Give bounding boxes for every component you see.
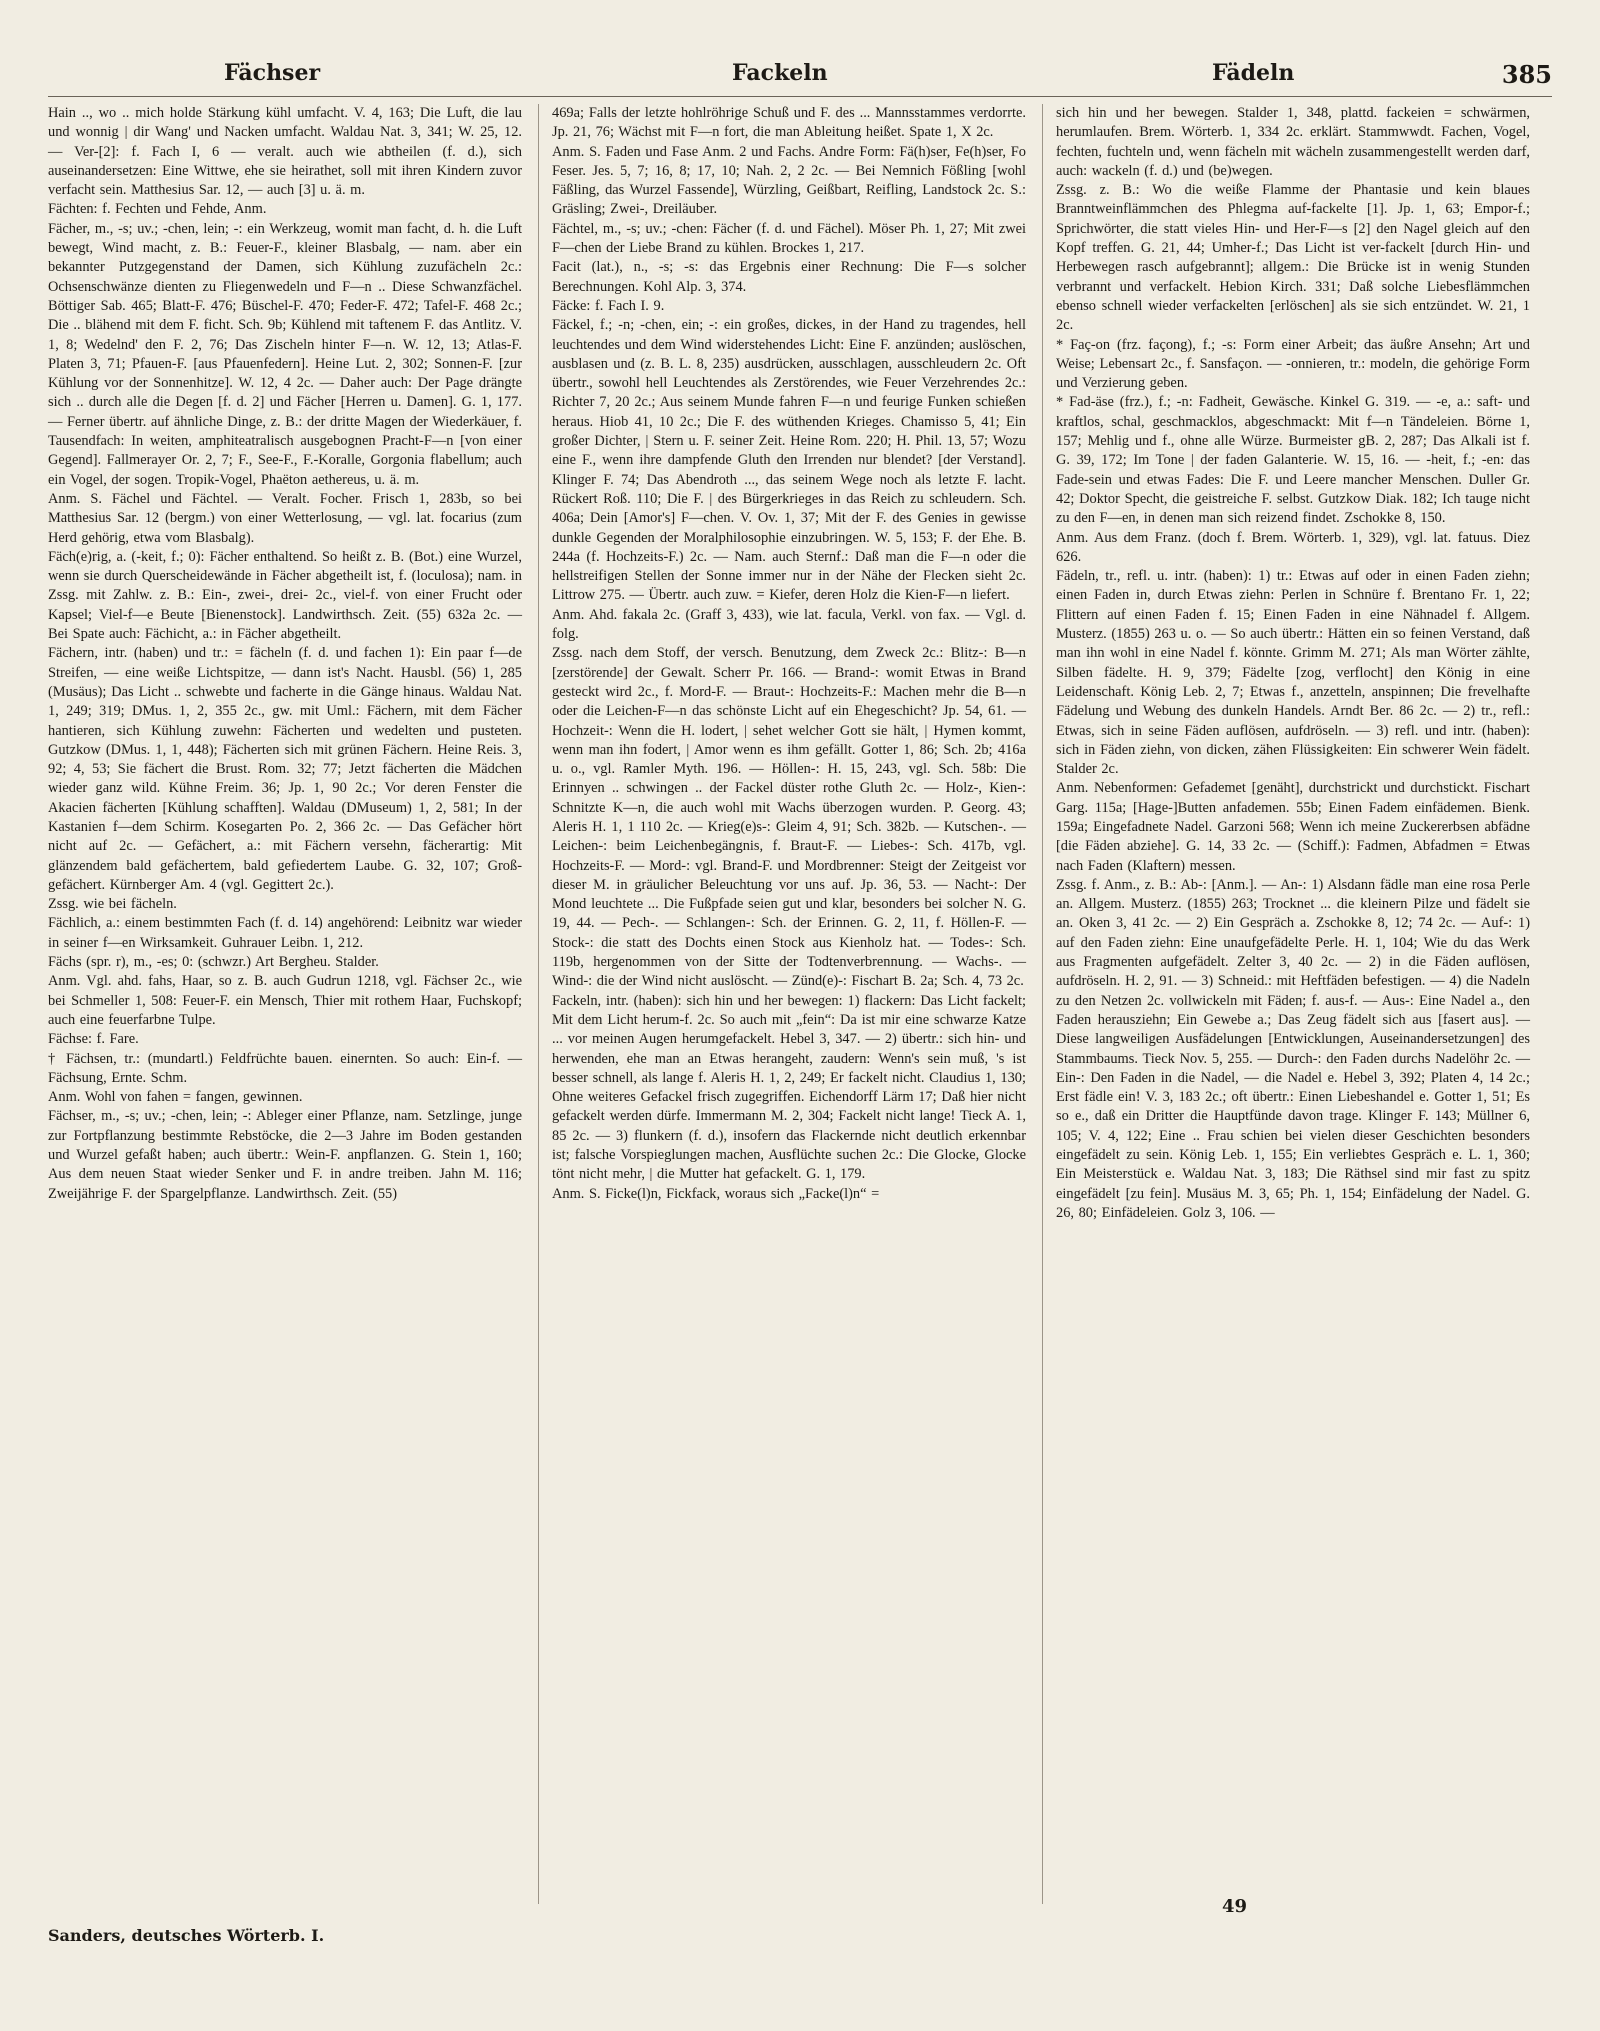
- header-right-catchword: Fädeln: [1212, 60, 1295, 86]
- entry-paragraph: Anm. Ahd. fakala 2c. (Graff 3, 433), wie lat. facula, Verkl. von fax. — Vgl. d. folg.: [552, 606, 1026, 643]
- text-column-3: [1056, 104, 1530, 1806]
- header-center-catchword: Fackeln: [732, 60, 828, 86]
- entry-paragraph: Anm. Wohl von fahen = fangen, gewinnen.: [48, 1089, 303, 1106]
- entry-paragraph: Fächs (spr. r), m., -es; 0: (schwzr.) Art Bergheu. Stalder.: [48, 954, 379, 971]
- entry-paragraph: Fädeln, tr., refl. u. intr. (haben): 1) tr.: Etwas auf oder in einen Faden ziehn; einen Faden in, durch Etwas ziehn: Perlen in Schnüre f. Brentano Fr. 1, 22; Flittern auf einen Faden f. 15; Einen Faden in eine Nähnadel f. Allgem. Musterz. (1855) 263 u. o. — So auch übertr.: Hätten ein so feinen Verstand, daß man ihn wohl in eine Nadel f. könnte. Grimm M. 271; Als man Wörter zählte, Silben fädelte. H. 9, 379; Fädelte [zog, verflocht] den König in eine Leidenschaft. König Leb. 2, 7; Etwas f., anzetteln, anspinnen; Die frevelhafte Fädelung und Webung des dunkeln Handels. Arndt Ber. 86 2c. — 2) tr., refl.: Etwas, sich in seine Fäden auflösen, aufdröseln. — 3) refl. und intr. (haben): sich in Fäden ziehn, von dicken, zähen Flüssigkeiten: Ein schwerer Wein fädelt. Stalder 2c.: [1056, 568, 1530, 778]
- signature-mark: 49: [1222, 1896, 1248, 1917]
- entry-paragraph: Fäch(e)rig, a. (-keit, f.; 0): Fächer enthaltend. So heißt z. B. (Bot.) eine Wurzel, wenn sie durch Querscheidewände in Fächer abgetheilt ist, f. (loculosa); nam. in Zssg. mit Zahlw. z. B.: Ein-, zwei-, drei- 2c., viel-f. von einer Frucht oder Kapsel; Viel-f—e Beute [Bienenstock]. Landwirthsch. Zeit. (55) 632a 2c. — Bei Spate auch: Fächicht, a.: in Fächer abgetheilt.: [48, 548, 522, 643]
- entry-paragraph: * Fad-äse (frz.), f.; -n: Fadheit, Gewäsche. Kinkel G. 319. — -e, a.: saft- und kraftlos, schal, geschmacklos, abgeschmackt: Mit f—n Tändeleien. Börne 1, 157; Mehlig und f., ohne alle Würze. Burmeister gB. 2, 287; Das Alkali ist f. G. 39, 172; Im Tone | der faden Galanterie. W. 15, 16. — -heit, f.; -en: das Fade-sein und etwas Fades: Die F. und Leere mancher Menschen. Duller Gr. 42; Doktor Specht, die geistreiche F. selbst. Gutzkow Diak. 182; Ich tauge nicht zu den F—en, in denen man sich reizend findet. Zschokke 8, 150.: [1056, 394, 1530, 527]
- running-head: [48, 60, 1552, 100]
- entry-paragraph: Fächern, intr. (haben) und tr.: = fächeln (f. d. und fachen 1): Ein paar f—de Streifen, — eine weiße Lichtspitze, — dann ist's Nacht. Hausbl. (56) 1, 285 (Musäus); Das Licht .. schwebte und facherte in die Gänge hinaus. Waldau Nat. 1, 249; 319; DMus. 1, 2, 355 2c., gw. mit Uml.: Fächern, mit dem Fächer hantieren, sich Kühlung zuwehn: Fächerten und wedelten und pusteten. Gutzkow (DMus. 1, 1, 448); Fächerten sich mit grünen Fächern. Heine Reis. 3, 92; 4, 53; Sie fächert die Brust. Rom. 32; 77; Jetzt fächerten die Mädchen wieder ganz wild. Kühne Freim. 36; Jp. 1, 90 2c.; Vor deren Fenster die Akacien fächerten [Kühlung schafften]. Waldau (DMuseum) 1, 2, 581; In der Kastanien f—dem Schirm. Kosegarten Po. 2, 366 2c. — Das Gefächer hört nicht auf 2c. — Gefächert, a.: mit Fächern versehn, fächerartig: Mit glänzendem bald gefächertem, bald gefiedertem Laube. G. 32, 107; Groß-gefächert. Kürnberger Am. 4 (vgl. Gegittert 2c.).: [48, 645, 522, 893]
- entry-paragraph: Fächer, m., -s; uv.; -chen, lein; -: ein Werkzeug, womit man facht, d. h. die Luft bewegt, Wind macht, z. B.: Feuer-F., kleiner Blasbalg, — nam. aber ein bekannter Putzgegenstand der Damen, sich Kühlung zuzufächeln 2c.: Ochsenschwänze dienten zu Fliegenwedeln und F—n .. Diese Schwanzfächel. Böttiger Sab. 465; Blatt-F. 476; Büschel-F. 470; Feder-F. 472; Tafel-F. 468 2c.; Die .. blähend mit dem F. ficht. Sch. 9b; Kühlend mit taftenem F. das Antlitz. V. 1, 8; Wedelnd' den F. 2, 76; Das Zischeln hinter F—n. W. 12, 13; Atlas-F. Platen 3, 71; Pfauen-F. [aus Pfauenfedern]. Heine Lut. 2, 302; Sonnen-F. [zur Kühlung vor der Sonnenhitze]. W. 12, 4 2c. — Daher auch: Der Page drängte sich .. durch alle die Degen [f. d. 2] und Fächer [Herren u. Damen]. G. 1, 177. — Ferner übertr. auf ähnliche Dinge, z. B.: der dritte Magen der Wiederkäuer, f. Tausendfach: In weiten, amphiteatralisch ausgebognen Pracht-F—n [von einer Gegend]. Fallmerayer Or. 2, 7; F., See-F., F.-Koralle, Gorgonia flabellum; auch ein Vogel, der sogen. Tropik-Vogel, Phaëton aethereus, u. ä. m.: [48, 220, 522, 488]
- entry-paragraph: Fächser, m., -s; uv.; -chen, lein; -: Ableger einer Pflanze, nam. Setzlinge, junge zur Fortpflanzung bestimmte Rebstöcke, die 2—3 Jahre im Boden gestanden und Wurzel gefaßt haben; auch übertr.: Wein-F. anpflanzen. G. Stein 1, 160; Aus dem neuen Staat wieder Senker und F. in andre treiben. Jahn M. 116; Zweijährige F. der Spargelpflanze. Landwirthsch. Zeit. (55): [48, 1108, 522, 1202]
- entry-paragraph: Anm. S. Faden und Fase Anm. 2 und Fachs. Andre Form: Fä(h)ser, Fe(h)ser, Fo Feser. Jes. 5, 7; 16, 8; 17, 10; Nah. 2, 2 2c. — Bei Nemnich Fößling [wohl Fäßling, das Wurzel Fassende], Würzling, Geißbart, Reifling, Landstock 2c. S.: Gräsling; Zwei-, Dreiläuber.: [552, 143, 1026, 218]
- entry-paragraph: Fächlich, a.: einem bestimmten Fach (f. d. 14) angehörend: Leibnitz war wieder in seiner f—en Wirksamkeit. Guhrauer Leibn. 1, 212.: [48, 915, 522, 951]
- entry-paragraph: * Faç-on (frz. façong), f.; -s: Form einer Arbeit; das äußre Ansehn; Art und Weise; Lebensart 2c., f. Sansfaçon. — -onnieren, tr.: modeln, die gehörige Form und Verzierung geben.: [1056, 336, 1530, 392]
- header-left-catchword: Fächser: [224, 60, 321, 86]
- text-column-1: [48, 104, 522, 1910]
- entry-paragraph: Zssg. f. Anm., z. B.: Ab-: [Anm.]. — An-: 1) Alsdann fädle man eine rosa Perle an. Allgem. Musterz. (1855) 263; Trocknet ... die kleinern Pilze und fädelt sie an. Oken 3, 41 2c. — 2) Ein Gespräch a. Zschokke 8, 12; 74 2c. — Auf-: 1) auf den Faden ziehn: Eine unaufgefädelte Perle. H. 1, 104; Wie du das Werk aus Fragmenten aufgefädelt. Zelter 3, 40 2c. — 2) in die Fäden auflösen, aufdröseln. H. 2, 91. — 3) Schneid.: mit Heftfäden befestigen. — 4) die Nadeln zu den Netzen 2c. vollwickeln mit Fäden; f. aus-f. — Aus-: Eine Nadel a., den Faden herausziehn; Ein Gewebe a.; Das Zeug fädelt sich aus [fasert aus]. — Diese langweiligen Ausfädelungen [Entwicklungen, Auseinandersetzungen] des Stammbaums. Tieck Nov. 5, 255. — Durch-: den Faden durchs Nadelöhr 2c. — Ein-: Den Faden in die Nadel, — die Nadel e. Hebel 3, 392; Platen 4, 14 2c.; Erst fädle ein! V. 3, 183 2c.; oft übertr.: Einen Liebeshandel e. Gotter 1, 51; Es so e., daß ein Dritter die Hauptfünde davon trage. Klinger F. 143; Müllner 6, 105; V. 4, 122; Eine .. Frau schien bei vielen dieser Geschichten besonders eingefädelt zu sein. König Leb. 1, 155; Ein verliebtes Gespräch e. L. 1, 360; Ein Meisterstück e. Waldau Nat. 3, 183; Die Räthsel sind mir fast zu spitz eingefädelt [zu fein]. Musäus M. 3, 65; Ph. 1, 154; Einfädelung der Nadel. G. 26, 80; Einfädeleien. Golz 3, 106. —: [1056, 876, 1530, 1221]
- footer-credit: Sanders, deutsches Wörterb. I.: [48, 1926, 325, 1945]
- entry-paragraph: Facit (lat.), n., -s; -s: das Ergebnis einer Rechnung: Die F—s solcher Berechnungen. Kohl Alp. 3, 374.: [552, 259, 1026, 295]
- entry-paragraph: Zssg. z. B.: Wo die weiße Flamme der Phantasie und kein blaues Branntweinflämmchen des Phlegma auf-fackelte [1]. Jp. 1, 63; Empor-f.; Sprichwörter, die statt vieles Hin- und Her-F—s [2] den Nagel gleich auf den Kopf treffen. G. 21, 44; Umher-f.; Das Licht ist ver-fackelt [durch Hin- und Herbewegen rasch aufgebrannt]; allgem.: Die Brücke ist in wenig Stunden verbrannt und verfackelt. Hebion Kirch. 331; Daß solche Liebesflämmchen ebenso schnell wieder verfackelten [erlöschen] als sie sich entzündet. W. 21, 1 2c.: [1056, 182, 1530, 334]
- entry-paragraph: Fäcke: f. Fach I. 9.: [552, 297, 665, 314]
- entry-paragraph: Anm. S. Ficke(l)n, Fickfack, woraus sich „Facke(l)n“ =: [552, 1185, 880, 1202]
- entry-paragraph: Fackeln, intr. (haben): sich hin und her bewegen: 1) flackern: Das Licht fackelt; Mit dem Licht herum-f. 2c. So auch mit „fein“: Da ist mir eine schwarze Katze ... vor meinen Augen herumgefackelt. Hebel 3, 347. — 2) übertr.: sich hin- und herwenden, ehe man an Etwas herangeht, zaudern: Wenn's sein muß, 's ist besser schnell, als lange f. Aleris H. 1, 2, 249; Er fackelt nicht. Claudius 1, 130; Ohne weiteres Gefackel frisch zugegriffen. Eichendorff Lärm 17; Daß hier nicht gefackelt werden dürfe. Immermann M. 2, 304; Fackelt nicht lange! Tieck A. 1, 85 2c. — 3) flunkern (f. d.), insofern das Flackernde nicht deutlich erkennbar ist; falsche Vorspieglungen machen, Ausflüchte suchen 2c.: Die Glocke, Glocke tönt nicht mehr, | die Mutter hat gefackelt. G. 1, 179.: [552, 992, 1026, 1183]
- entry-paragraph: Fächten: f. Fechten und Fehde, Anm.: [48, 201, 267, 218]
- page-number: 385: [1501, 60, 1552, 89]
- text-column-2: [552, 104, 1026, 1880]
- entry-paragraph: Zssg. wie bei fächeln.: [48, 896, 177, 913]
- entry-paragraph: Fäckel, f.; -n; -chen, ein; -: ein großes, dickes, in der Hand zu tragendes, hell leuchtendes und dem Wind widerstehendes Licht: Eine F. anzünden; auslöschen, ausblasen und (z. B. L. 8, 235) ausdrücken, ausschlagen, ausschleudern 2c. Oft übertr., sowohl hell Leuchtendes als Zerstörendes, wie Feuer Verzehrendes 2c.: Richter 7, 20 2c.; Aus seinem Munde fahren F—n und feurige Funken schießen heraus. Hiob 41, 10 2c.; Die F. des wüthenden Krieges. Chamisso 5, 41; Ein großer Dichter, | Stern u. F. seiner Zeit. Heine Rom. 220; H. Phil. 13, 57; Wozu eine F., wenn ihre dampfende Gluth den Irrenden nur blendet? [der Verstand]. Klinger F. 74; Das Abendroth ..., das seinem Wege noch als letzte F. lacht. Rückert Roß. 110; Die F. | des Bürgerkrieges in das Reich zu schleudern. Sch. 406a; Dein [Amor's] F—chen. V. Ov. 1, 37; Mit der F. des Genies in gewisse dunkle Gegenden der Moralphilosophie einzubringen. W. 5, 153; F. der Ehe. B. 244a (f. Hochzeits-F.) 2c. — Nam. auch Sternf.: Daß man die F—n oder die hellstreifigen Stellen der Sonne immer nur in der Nähe der Flecken sieht 2c. Littrow 275. — Übertr. auch zuw. = Kiefer, deren Holz die Kien-F—n liefert.: [552, 317, 1026, 604]
- entry-paragraph: Anm. Vgl. ahd. fahs, Haar, so z. B. auch Gudrun 1218, vgl. Fächser 2c., wie bei Schmeller 1, 508: Feuer-F. ein Mensch, Thier mit rothem Haar, Fuchskopf; auch eine feuerfarbne Tulpe.: [48, 973, 522, 1028]
- entry-paragraph: Hain .., wo .. mich holde Stärkung kühl umfacht. V. 4, 163; Die Luft, die lau und wonnig | dir Wang' und Nacken umfacht. Waldau Nat. 3, 341; W. 25, 12. — Ver-[2]: f. Fach I, 6 — veralt. auch wie abtheilen (f. d.), sich auseinandersetzen: Eine Wittwe, ehe sie heirathet, soll mit ihren Kindern zuvor verfacht sein. Matthesius Sar. 12, — auch [3] u. ä. m.: [48, 105, 522, 199]
- header-rule: [48, 96, 1552, 97]
- column-divider: [538, 104, 539, 1904]
- entry-paragraph: Zssg. nach dem Stoff, der versch. Benutzung, dem Zweck 2c.: Blitz-: B—n [zerstörende] der Gewalt. Scherr Pr. 166. — Brand-: womit Etwas in Brand gesteckt wird 2c., f. Mord-F. — Braut-: Hochzeits-F.: Machen mehr die B—n oder die Leichen-F—n das schönste Licht auf ein Ehegeschicht? Jp. 54, 61. — Hochzeit-: Wenn die H. lodert, | sehet welcher Gott sie hält, | Hymen kommt, wenn man ihn fodert, | Amor wenn es ihm gefällt. Gotter 1, 86; Sch. 2b; 416a u. o., vgl. Ramler Myth. 196. — Höllen-: H. 15, 243, vgl. Sch. 58b: Die Erinnyen .. schwingen .. der Fackel düster rothe Gluth 2c. — Holz-, Kien-: Schnitzte K—n, die auch wohl mit Wachs überzogen wurden. P. Georg. 43; Aleris H. 1, 1 110 2c. — Krieg(e)s-: Gleim 4, 91; Sch. 382b. — Kutschen-. — Leichen-: beim Leichenbegängnis, f. Braut-F. — Liebes-: Sch. 417b, vgl. Hochzeits-F. — Mord-: vgl. Brand-F. und Mordbrenner: Steigt der Zeitgeist vor dieser M. in gräulicher Beleuchtung vor uns auf. Jp. 36, 53. — Nacht-: Der Mond leuchtete ... Die Fußpfade seien gut und klar, besonders bei solcher N. G. 19, 44. — Pech-. — Schlangen-: Sch. der Erinnen. G. 2, 11, f. Höllen-F. — Stock-: die statt des Dochts einen Stock aus Kienholz hat. — Todes-: Sch. 119b, hergenommen von der Sitte der Todtenverbrennung. — Wachs-. — Wind-: die der Wind nicht auslöscht. — Zünd(e)-: Fischart B. 2a; Sch. 4, 73 2c.: [552, 645, 1026, 990]
- entry-paragraph: Anm. S. Fächel und Fächtel. — Veralt. Focher. Frisch 1, 283b, so bei Matthesius Sar. 12 (bergm.) von einer Wetterlosung, — vgl. lat. focarius (zum Herd gehörig, etwa vom Blasbalg).: [48, 490, 522, 546]
- entry-paragraph: Fächtel, m., -s; uv.; -chen: Fächer (f. d. und Fächel). Möser Ph. 1, 27; Mit zwei F—chen der Liebe Brand zu kühlen. Brockes 1, 217.: [552, 220, 1026, 257]
- entry-paragraph: 469a; Falls der letzte hohlröhrige Schuß und F. des ... Mannsstammes verdorrte. Jp. 21, 76; Wächst mit F—n fort, die man Ableitung heißet. Spate 1, X 2c.: [552, 105, 1026, 141]
- entry-paragraph: Fächse: f. Fare.: [48, 1031, 139, 1048]
- entry-paragraph: sich hin und her bewegen. Stalder 1, 348, plattd. fackeien = schwärmen, herumlaufen. Brem. Wörterb. 1, 334 2c. erklärt. Stammwwdt. Fachen, Vogel, fechten, fuchteln und, wenn fächeln mit wächeln zusammengestellt werden darf, auch: wackeln (f. d.) und (be)wegen.: [1056, 105, 1530, 179]
- entry-paragraph: † Fächsen, tr.: (mundartl.) Feldfrüchte bauen. einernten. So auch: Ein-f. — Fächsung, Ernte. Schm.: [48, 1050, 522, 1086]
- entry-paragraph: Anm. Aus dem Franz. (doch f. Brem. Wörterb. 1, 329), vgl. lat. fatuus. Diez 626.: [1056, 529, 1530, 565]
- entry-paragraph: Anm. Nebenformen: Gefademet [genäht], durchstrickt und durchstickt. Fischart Garg. 115a; [Hage-]Butten anfademen. 55b; Einen Fadem einfädemen. Bienk. 159a; Eingefadnete Nadel. Garzoni 568; Wenn ich meine Zuckererbsen abfädne [die Fäden abziehe]. G. 14, 33 2c. — (Schiff.): Fadmen, Abfadmen = Etwas nach Faden (Klaftern) messen.: [1056, 780, 1530, 874]
- column-divider: [1042, 104, 1043, 1904]
